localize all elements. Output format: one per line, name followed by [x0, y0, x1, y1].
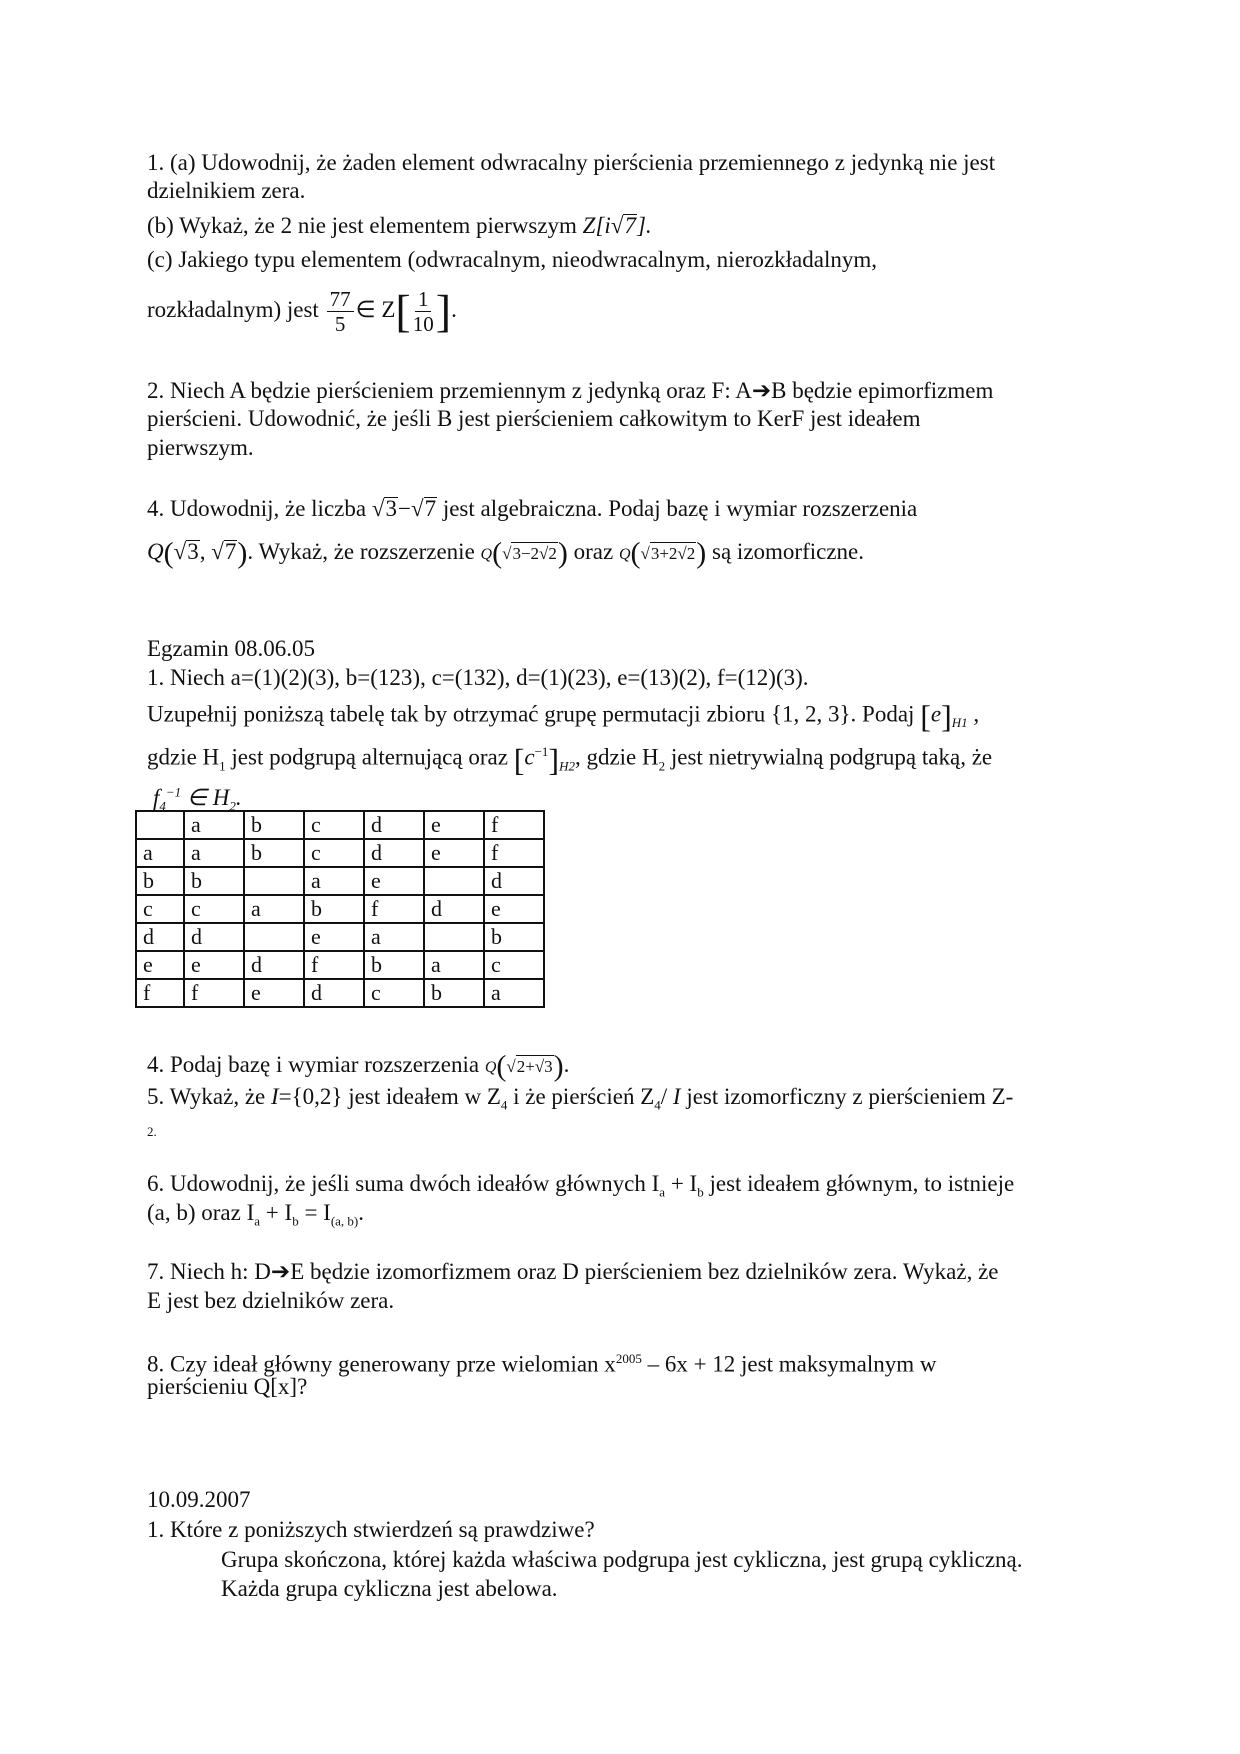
- subscript: (a, b): [330, 1213, 359, 1229]
- table-cell: c: [304, 811, 364, 839]
- table-cell: e: [424, 811, 484, 839]
- ex1-q7-line: E jest bez dzielników zera.: [147, 1288, 395, 1313]
- table-cell: d: [136, 923, 184, 951]
- table-row: [136, 895, 544, 923]
- subscript: 2: [658, 758, 666, 774]
- table-cell: d: [364, 811, 424, 839]
- math-H: H: [951, 714, 962, 730]
- q1a-line: 1. (a) Udowodnij, że żaden element odwracalny pierścienia przemiennego z jedynką nie jest: [147, 150, 996, 175]
- statement: Grupa skończona, której każda właściwa podgrupa jest cykliczna, jest grupą cykliczną.: [221, 1547, 1023, 1572]
- q2-line: pierwszym.: [147, 435, 254, 460]
- ex1-q8-line: [147, 1345, 937, 1377]
- math-part: .: [451, 297, 457, 322]
- ex1-q1-line: $f_4^{-1}$ ∈ $H_2$.: [153, 784, 242, 814]
- radicand: 3+2√2: [650, 544, 696, 563]
- text: , gdzie H: [574, 744, 659, 770]
- text: + I: [665, 1171, 698, 1196]
- table-cell: f: [184, 979, 244, 1007]
- table-cell: c: [184, 895, 244, 923]
- table-cell: d: [244, 951, 304, 979]
- text: 6. Udowodnij, że jeśli suma dwóch ideałów głównych I: [147, 1171, 660, 1196]
- table-cell: [424, 923, 484, 951]
- radicand: 3: [385, 496, 397, 521]
- subscript: b: [292, 1213, 299, 1229]
- radicand: 7: [224, 539, 237, 564]
- cayley-table: [135, 810, 545, 1008]
- table-cell: e: [484, 895, 544, 923]
- text: jest izomorficzny z pierścieniem Z-: [680, 1084, 1014, 1109]
- table-cell: e: [364, 867, 424, 895]
- subscript: 2: [229, 798, 236, 814]
- text: (b) Wykaż, że 2 nie jest elementem pierwszym: [147, 213, 577, 238]
- q4-line: 4. Udowodnij, że liczba √3−√7 jest algebraiczna. Podaj bazę i wymiar rozszerzenia: [147, 496, 918, 521]
- table-cell: c: [136, 895, 184, 923]
- text: jest algebraiczna. Podaj bazę i wymiar rozszerzenia: [442, 496, 918, 521]
- table-cell: b: [244, 839, 304, 867]
- text: 8. Czy ideał główny generowany prze wielomian x: [147, 1351, 616, 1377]
- numerator: 77: [327, 287, 354, 312]
- math-c: c: [524, 744, 535, 770]
- text: /: [660, 1084, 673, 1109]
- ex2-q1-line: 1. Które z poniższych stwierdzeń są prawdziwe?: [147, 1517, 595, 1542]
- table-cell: f: [484, 811, 544, 839]
- ex1-q1-line: gdzie $H_1$ jest podgrupą alternującą oraz $[c^{-1}]_{H2}$, gdzie $H_2$ jest nietrywialną podgrupą taką, że: [147, 741, 993, 778]
- subscript: b: [697, 1184, 704, 1200]
- table-cell: [424, 867, 484, 895]
- subscript: 2: [568, 758, 575, 774]
- math-I: I: [672, 1084, 681, 1109]
- text: 4. Podaj bazę i wymiar rozszerzenia: [147, 1052, 480, 1077]
- table-cell: a: [184, 811, 244, 839]
- table-cell: [244, 923, 304, 951]
- text: jest nietrywialną podgrupą taką, że: [670, 744, 993, 770]
- text: 5. Wykaż, że: [147, 1084, 271, 1109]
- math-part: ∈ H: [186, 784, 230, 810]
- table-cell: a: [136, 839, 184, 867]
- ex1-q1-line: Uzupełnij poniższą tabelę tak by otrzymać grupę permutacji zbioru {1, 2, 3}. Podaj $[e]_{H1}$ ,: [147, 698, 980, 734]
- text: oraz: [573, 539, 614, 564]
- table-cell: d: [424, 895, 484, 923]
- table-cell: b: [244, 811, 304, 839]
- table-cell: e: [184, 951, 244, 979]
- text: . Wykaż, że rozszerzenie: [247, 539, 475, 564]
- table-cell: b: [424, 979, 484, 1007]
- subscript: a: [254, 1213, 261, 1229]
- ex1-q5-line: 5. Wykaż, że I={0,2} jest ideałem w $Z_4$ i że pierścień $Z_4/$ I jest izomorficzny z pierścieniem Z-: [147, 1084, 1014, 1113]
- q1c-line: rozkładalnym) jest $\frac{77}{5}$ ∈ Z[ $\frac{1}{10}$ ].: [147, 285, 457, 337]
- statement: Każda grupa cykliczna jest abelowa.: [221, 1576, 558, 1601]
- math-e: e: [930, 701, 942, 727]
- superscript: −1: [165, 784, 182, 799]
- table-cell: b: [136, 867, 184, 895]
- radicand: 3: [187, 539, 199, 564]
- table-row: [136, 867, 544, 895]
- numerator: 1: [415, 287, 432, 312]
- table-row: [136, 979, 544, 1007]
- radicand: 3−2√2: [512, 544, 557, 563]
- table-cell: a: [484, 979, 544, 1007]
- table-cell: d: [484, 867, 544, 895]
- table-cell: c: [484, 951, 544, 979]
- math-part: ∈ Z: [355, 297, 396, 322]
- table-row: [136, 839, 544, 867]
- text: jest podgrupą alternującą oraz: [231, 744, 508, 770]
- text: rozkładalnym) jest: [147, 297, 319, 322]
- text: (a, b) oraz I: [147, 1200, 255, 1225]
- q4-line: Q(√3, √7). Wykaż, że rozszerzenie Q(√3−2√2) oraz Q(√3+2√2) są izomorficzne.: [147, 536, 864, 570]
- table-cell: c: [304, 839, 364, 867]
- fraction: [327, 287, 354, 336]
- table-cell: b: [304, 895, 364, 923]
- math-I: I: [271, 1084, 279, 1109]
- q2-line: pierścieni. Udowodnić, że jeśli B jest pierścieniem całkowitym to KerF jest ideałem: [147, 406, 921, 431]
- radicand: 7: [624, 213, 636, 238]
- ex1-q8-line: pierścieniu Q[x]?: [147, 1374, 308, 1399]
- q1c-line: (c) Jakiego typu elementem (odwracalnym, nieodwracalnym, nierozkładalnym,: [147, 247, 877, 272]
- text: Uzupełnij poniższą tabelę tak by otrzymać grupę permutacji zbioru {1, 2, 3}. Podaj: [147, 701, 915, 727]
- table-cell: a: [364, 923, 424, 951]
- subscript: a: [659, 1184, 666, 1200]
- text: gdzie H: [147, 744, 220, 770]
- exam-title: Egzamin 08.06.05: [147, 636, 315, 661]
- text: – 6x + 12 jest maksymalnym w: [641, 1351, 937, 1377]
- text: ={0,2} jest ideałem w Z: [278, 1084, 501, 1109]
- table-cell: a: [244, 895, 304, 923]
- table-cell: [244, 867, 304, 895]
- table-cell: e: [424, 839, 484, 867]
- table-cell: f: [364, 895, 424, 923]
- math: Z[i√7].: [582, 213, 652, 238]
- exam-title: 10.09.2007: [147, 1487, 251, 1512]
- table-cell: d: [364, 839, 424, 867]
- table-cell: e: [244, 979, 304, 1007]
- table-cell: c: [364, 979, 424, 1007]
- math-f: f: [153, 784, 160, 810]
- minus: −: [397, 496, 411, 521]
- ex1-q6-line: (a, b) oraz $I_a + I_b = I_{(a, b)}$.: [147, 1200, 365, 1229]
- table-cell: f: [136, 979, 184, 1007]
- table-cell: d: [184, 923, 244, 951]
- table-cell: [136, 811, 184, 839]
- text: 4. Udowodnij, że liczba: [147, 496, 367, 521]
- table-header-row: [136, 811, 544, 839]
- table-cell: b: [364, 951, 424, 979]
- q2-line: 2. Niech A będzie pierścieniem przemiennym z jedynką oraz F: A➔B będzie epimorfizmem: [147, 378, 994, 403]
- radicand: 7: [424, 496, 437, 521]
- field-Q: Q: [147, 539, 164, 564]
- superscript: 2005: [615, 1351, 642, 1366]
- text: jest ideałem głównym, to istnieje: [703, 1171, 1015, 1196]
- text: i że pierścień Z: [507, 1084, 655, 1109]
- table-cell: a: [184, 839, 244, 867]
- table-row: [136, 923, 544, 951]
- table-cell: a: [424, 951, 484, 979]
- subscript: 4: [159, 798, 166, 814]
- ex1-q7-line: 7. Niech h: D➔E będzie izomorfizmem oraz D pierścieniem bez dzielników zera. Wykaż, że: [147, 1259, 999, 1284]
- subscript: 1: [219, 758, 226, 774]
- table-cell: e: [304, 923, 364, 951]
- subscript: 1: [961, 714, 968, 730]
- ex1-q6-line: [147, 1170, 1014, 1198]
- table-cell: f: [484, 839, 544, 867]
- denominator: 5: [334, 312, 346, 337]
- q1b-line: [147, 212, 652, 240]
- table-cell: b: [484, 923, 544, 951]
- table-row: [136, 951, 544, 979]
- superscript: −1: [534, 744, 549, 759]
- radicand: 2+√3: [516, 1057, 553, 1076]
- denominator: 10: [412, 312, 434, 337]
- table-cell: e: [136, 951, 184, 979]
- ex1-q5-line: 2.: [147, 1124, 157, 1139]
- table-cell: b: [184, 867, 244, 895]
- table-cell: f: [304, 951, 364, 979]
- table-cell: a: [304, 867, 364, 895]
- q1a-line: dzielnikiem zera.: [147, 178, 306, 203]
- table-cell: d: [304, 979, 364, 1007]
- math-part: Z[i: [582, 213, 611, 238]
- ex1-q1-line: 1. Niech a=(1)(2)(3), b=(123), c=(132), d=(1)(23), e=(13)(2), f=(12)(3).: [147, 665, 809, 690]
- math-part: ].: [636, 213, 652, 238]
- text: są izomorficzne.: [712, 539, 864, 564]
- fraction: [413, 287, 434, 336]
- ex1-q4-line: 4. Podaj bazę i wymiar rozszerzenia Q(√2+√3).: [147, 1049, 570, 1083]
